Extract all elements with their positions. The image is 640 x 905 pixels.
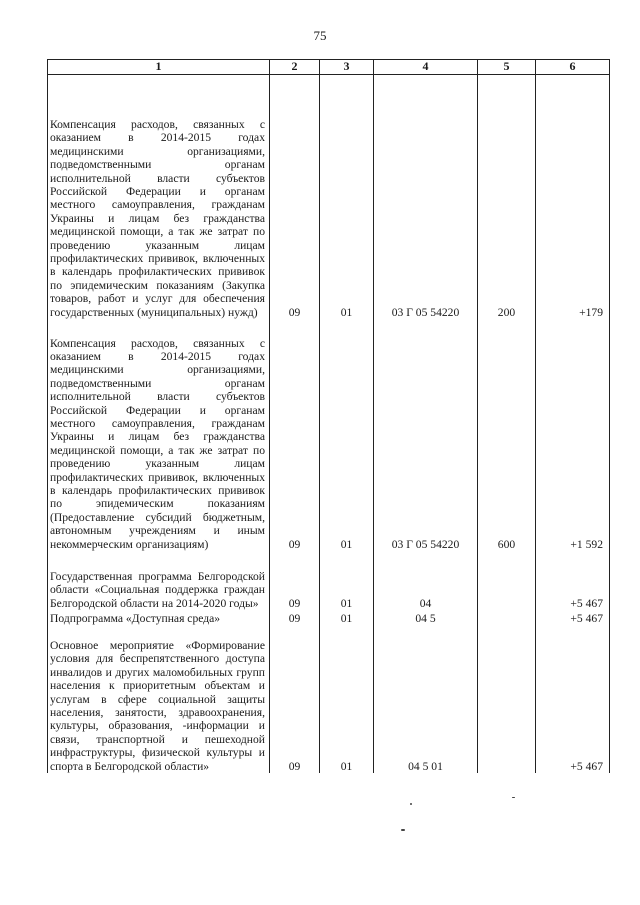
row-target-code: 03 Г 05 54220 xyxy=(374,319,478,551)
row-section: 09 xyxy=(270,625,320,773)
row-subsection: 01 xyxy=(320,319,374,551)
table-row xyxy=(48,625,610,773)
row-amount: +1 592 xyxy=(536,319,610,551)
row-amount: +179 xyxy=(536,75,610,320)
scan-speck xyxy=(512,797,515,798)
header-row xyxy=(48,60,610,75)
table-row xyxy=(48,610,610,625)
row-section: 09 xyxy=(270,610,320,625)
scan-speck xyxy=(410,803,412,805)
header-col-3: 3 xyxy=(320,60,374,75)
row-subsection: 01 xyxy=(320,75,374,320)
scan-speck xyxy=(401,829,405,831)
table-row xyxy=(48,319,610,551)
header-col-5: 5 xyxy=(478,60,536,75)
row-description: Подпрограмма «Доступная среда» xyxy=(48,610,270,625)
row-subsection: 01 xyxy=(320,551,374,610)
table-row xyxy=(48,75,610,320)
row-target-code: 04 5 xyxy=(374,610,478,625)
row-expense-type: 600 xyxy=(478,319,536,551)
row-section: 09 xyxy=(270,319,320,551)
header-col-2: 2 xyxy=(270,60,320,75)
budget-table xyxy=(47,59,610,773)
row-section: 09 xyxy=(270,551,320,610)
row-amount: +5 467 xyxy=(536,625,610,773)
row-target-code: 04 xyxy=(374,551,478,610)
row-expense-type xyxy=(478,610,536,625)
row-section: 09 xyxy=(270,75,320,320)
row-target-code: 04 5 01 xyxy=(374,625,478,773)
header-col-4: 4 xyxy=(374,60,478,75)
header-col-1: 1 xyxy=(48,60,270,75)
row-expense-type xyxy=(478,625,536,773)
row-description: Государственная программа Белгородской области «Социальная поддержка граждан Белгородской области на 2014-2020 годы» xyxy=(48,551,270,610)
row-subsection: 01 xyxy=(320,625,374,773)
page-number: 75 xyxy=(313,28,327,43)
row-target-code: 03 Г 05 54220 xyxy=(374,75,478,320)
row-expense-type xyxy=(478,551,536,610)
row-description: Компенсация расходов, связанных с оказанием в 2014-2015 годах медицинскими организациями, подведомственными органам исполнительной власти субъектов Российской Федерации и органам местного самоуправления, гражданам Украины и лицам без гражданства медицинской помощи, а так же затрат по проведению указанным лицам профилактических прививок, включенных в календарь профилактических прививок по эпидемическим показаниям (Закупка товаров, работ и услуг для обеспечения государственных (муниципальных) нужд) xyxy=(48,75,270,320)
row-description: Основное мероприятие «Формирование условия для беспрепятственного доступа инвалидов и других маломобильных групп населения к приоритетным объектам и услугам в сфере социальной защиты населения, занятости, здравоохранения, культуры, образования, -информации и связи, транспортной и пешеходной инфраструктуры, физической культуры и спорта в Белгородской области» xyxy=(48,625,270,773)
row-subsection: 01 xyxy=(320,610,374,625)
row-amount: +5 467 xyxy=(536,610,610,625)
table-row xyxy=(48,551,610,610)
row-description: Компенсация расходов, связанных с оказанием в 2014-2015 годах медицинскими организациями, подведомственными органам исполнительной власти субъектов Российской Федерации и органам местного самоуправления, гражданам Украины и лицам без гражданства медицинской помощи, а так же затрат по проведению указанным лицам профилактических прививок, включенных в календарь профилактических прививок по эпидемическим показаниям (Предоставление субсидий бюджетным, автономным учреждениям и иным некоммерческим организациям) xyxy=(48,319,270,551)
header-col-6: 6 xyxy=(536,60,610,75)
row-amount: +5 467 xyxy=(536,551,610,610)
row-expense-type: 200 xyxy=(478,75,536,320)
